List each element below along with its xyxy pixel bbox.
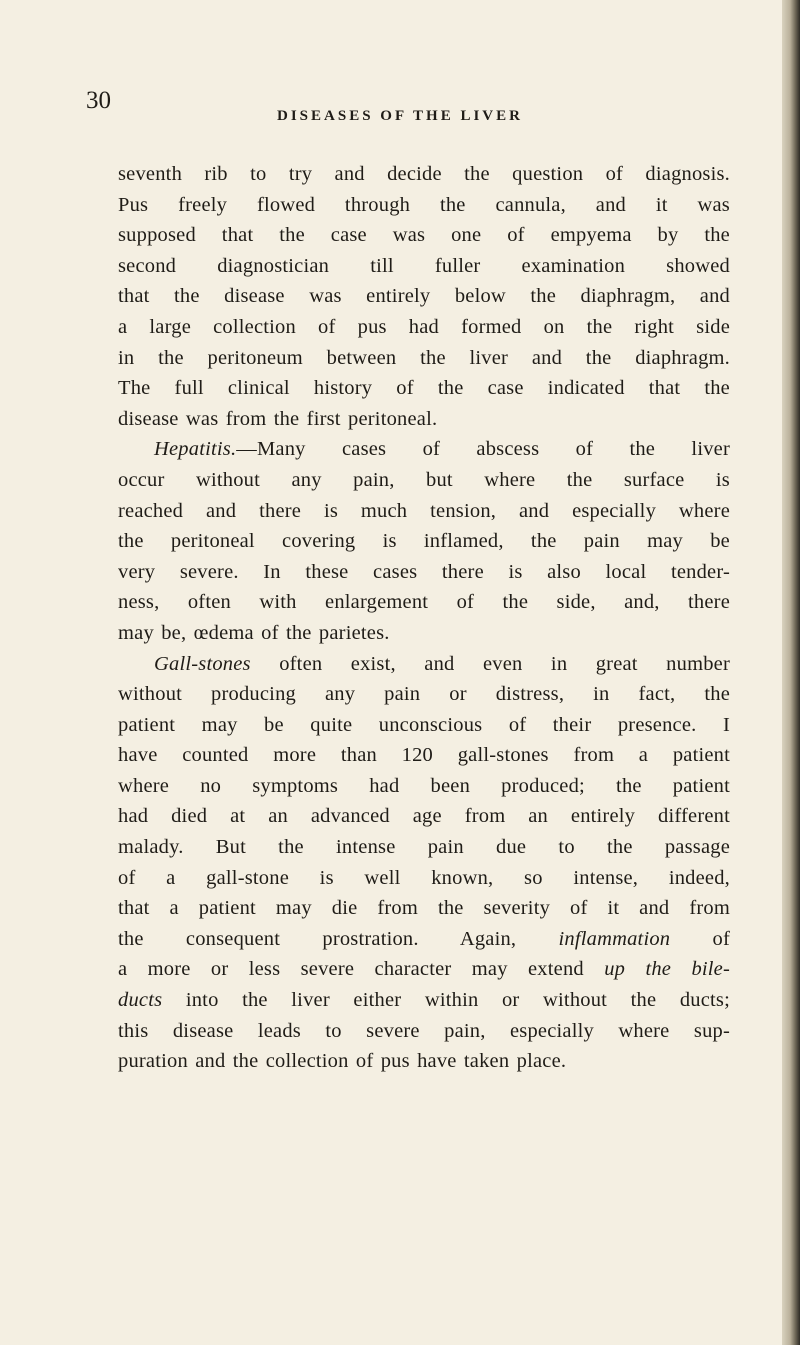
text-segment: had died at an advanced age from an entirely different [118,805,730,828]
text-segment: ness, often with enlargement of the side, and, there [118,591,730,614]
running-head: DISEASES OF THE LIVER [277,108,523,124]
text-line [118,251,730,282]
text-line [118,465,730,496]
text-line [118,954,730,985]
text-segment: patient may be quite unconscious of their presence. I [118,713,730,736]
text-segment: a large collection of pus had formed on the right side [118,315,730,338]
text-segment: very severe. In these cases there is also local tender- [118,560,730,583]
text-line [118,281,730,312]
text-segment: where no symptoms had been produced; the patient [118,774,730,797]
text-line [118,190,730,221]
text-segment: supposed that the case was one of empyema by the [118,224,730,247]
text-line [118,557,730,588]
text-segment: have counted more than 120 gall-stones from a patient [118,744,730,767]
italic-term: ducts [118,989,163,1012]
text-line [118,312,730,343]
text-line [118,373,730,404]
italic-term: Hepatitis. [154,438,237,461]
text-line [118,740,730,771]
text-line [118,924,730,955]
text-segment: second diagnostician till fuller examination showed [118,254,730,277]
text-line [118,587,730,618]
italic-term: Gall-stones [154,652,251,675]
text-segment: occur without any pain, but where the surface is [118,468,730,491]
text-segment: often exist, and even in great number [250,652,730,675]
text-segment: reached and there is much tension, and especially where [118,499,730,522]
text-line [118,618,730,649]
text-line [118,893,730,924]
text-line [118,801,730,832]
text-line [118,985,730,1016]
text-segment: this disease leads to severe pain, especially where sup- [118,1019,730,1042]
text-segment: in the peritoneum between the liver and the diaphragm. [118,346,730,369]
text-segment: seventh rib to try and decide the question of diagnosis. [118,163,730,185]
italic-term: up the bile- [604,958,731,981]
text-line [118,832,730,863]
text-segment: may be, œdema of the parietes. [118,621,390,644]
text-segment: that the disease was entirely below the diaphragm, and [118,285,730,308]
text-segment: puration and the collection of pus have taken place. [118,1050,567,1073]
text-segment: The full clinical history of the case indicated that the [118,377,730,400]
text-segment: —Many cases of abscess of the liver [236,438,730,461]
text-line [118,649,730,680]
text-line [118,159,730,190]
text-segment: of a gall-stone is well known, so intense, indeed, [118,866,730,889]
body-text [118,159,730,1077]
text-segment: the peritoneal covering is inflamed, the pain may be [118,530,730,553]
text-segment: a more or less severe character may extend [118,958,605,981]
text-line [118,710,730,741]
text-line [118,1046,730,1077]
text-segment: Pus freely flowed through the cannula, and it was [118,193,730,216]
text-line [118,863,730,894]
text-segment: the consequent prostration. Again, [118,927,559,950]
text-line [118,343,730,374]
text-segment: disease was from the first peritoneal. [118,407,438,430]
text-line [118,404,730,435]
text-line [118,679,730,710]
text-segment: that a patient may die from the severity of it and from [118,897,730,920]
text-line [118,526,730,557]
italic-term: inflammation [558,927,671,950]
text-segment: malady. But the intense pain due to the passage [118,836,730,859]
text-segment: of [670,927,730,950]
text-line [118,434,730,465]
page-number: 30 [86,87,111,114]
text-line [118,496,730,527]
text-line [118,1016,730,1047]
page-edge-shadow [782,0,800,1345]
text-segment: without producing any pain or distress, in fact, the [118,683,730,706]
text-line [118,220,730,251]
text-line [118,771,730,802]
text-segment: into the liver either within or without the ducts; [162,989,730,1012]
